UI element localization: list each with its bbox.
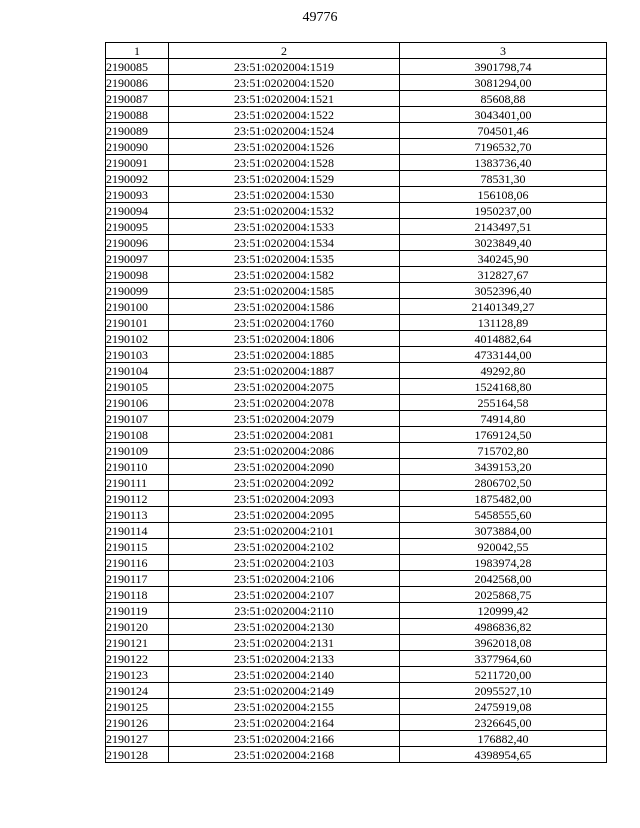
- table-row: [106, 315, 607, 331]
- table-row: [106, 603, 607, 619]
- value-cell: 340245,90: [400, 251, 607, 267]
- table-row: [106, 587, 607, 603]
- table-row: [106, 683, 607, 699]
- table-row: [106, 635, 607, 651]
- cadastral-number-cell: 23:51:0202004:2155: [169, 699, 400, 715]
- cadastral-number-cell: 23:51:0202004:1586: [169, 299, 400, 315]
- value-cell: 2042568,00: [400, 571, 607, 587]
- row-number-cell: 2190095: [106, 219, 169, 235]
- row-number-cell: 2190107: [106, 411, 169, 427]
- row-number-cell: 2190121: [106, 635, 169, 651]
- table-row: [106, 395, 607, 411]
- value-cell: 4398954,65: [400, 747, 607, 763]
- value-cell: 704501,46: [400, 123, 607, 139]
- cadastral-number-cell: 23:51:0202004:2093: [169, 491, 400, 507]
- row-number-cell: 2190125: [106, 699, 169, 715]
- row-number-cell: 2190097: [106, 251, 169, 267]
- table-row: [106, 539, 607, 555]
- value-cell: 3043401,00: [400, 107, 607, 123]
- cadastral-number-cell: 23:51:0202004:2086: [169, 443, 400, 459]
- value-cell: 176882,40: [400, 731, 607, 747]
- cadastral-number-cell: 23:51:0202004:2090: [169, 459, 400, 475]
- value-cell: 1983974,28: [400, 555, 607, 571]
- row-number-cell: 2190094: [106, 203, 169, 219]
- row-number-cell: 2190117: [106, 571, 169, 587]
- table-row: [106, 699, 607, 715]
- table-row: [106, 171, 607, 187]
- value-cell: 78531,30: [400, 171, 607, 187]
- value-cell: 3052396,40: [400, 283, 607, 299]
- cadastral-number-cell: 23:51:0202004:2102: [169, 539, 400, 555]
- cadastral-number-cell: 23:51:0202004:2079: [169, 411, 400, 427]
- table-row: [106, 123, 607, 139]
- table-row: [106, 427, 607, 443]
- row-number-cell: 2190098: [106, 267, 169, 283]
- table-row: [106, 187, 607, 203]
- value-cell: 3962018,08: [400, 635, 607, 651]
- row-number-cell: 2190087: [106, 91, 169, 107]
- cadastral-number-cell: 23:51:0202004:1524: [169, 123, 400, 139]
- cadastral-number-cell: 23:51:0202004:2131: [169, 635, 400, 651]
- table-row: [106, 139, 607, 155]
- table-row: [106, 91, 607, 107]
- cadastral-number-cell: 23:51:0202004:2106: [169, 571, 400, 587]
- cadastral-number-cell: 23:51:0202004:1529: [169, 171, 400, 187]
- value-cell: 7196532,70: [400, 139, 607, 155]
- table-row: [106, 331, 607, 347]
- table-row: [106, 555, 607, 571]
- row-number-cell: 2190114: [106, 523, 169, 539]
- table-row: [106, 523, 607, 539]
- value-cell: 1769124,50: [400, 427, 607, 443]
- value-cell: 2326645,00: [400, 715, 607, 731]
- table-row: [106, 731, 607, 747]
- row-number-cell: 2190105: [106, 379, 169, 395]
- cadastral-number-cell: 23:51:0202004:2092: [169, 475, 400, 491]
- row-number-cell: 2190111: [106, 475, 169, 491]
- cadastral-number-cell: 23:51:0202004:2164: [169, 715, 400, 731]
- table-row: [106, 651, 607, 667]
- value-cell: 85608,88: [400, 91, 607, 107]
- table-row: [106, 363, 607, 379]
- row-number-cell: 2190093: [106, 187, 169, 203]
- row-number-cell: 2190096: [106, 235, 169, 251]
- row-number-cell: 2190086: [106, 75, 169, 91]
- row-number-cell: 2190126: [106, 715, 169, 731]
- cadastral-number-cell: 23:51:0202004:1519: [169, 59, 400, 75]
- table-row: [106, 491, 607, 507]
- cadastral-number-cell: 23:51:0202004:1585: [169, 283, 400, 299]
- row-number-cell: 2190089: [106, 123, 169, 139]
- row-number-cell: 2190118: [106, 587, 169, 603]
- table-row: [106, 619, 607, 635]
- value-cell: 2806702,50: [400, 475, 607, 491]
- value-cell: 3081294,00: [400, 75, 607, 91]
- cadastral-number-cell: 23:51:0202004:2110: [169, 603, 400, 619]
- cadastral-number-cell: 23:51:0202004:2107: [169, 587, 400, 603]
- value-cell: 2095527,10: [400, 683, 607, 699]
- table-row: [106, 507, 607, 523]
- row-number-cell: 2190122: [106, 651, 169, 667]
- value-cell: 3901798,74: [400, 59, 607, 75]
- value-cell: 312827,67: [400, 267, 607, 283]
- value-cell: 4014882,64: [400, 331, 607, 347]
- cadastral-number-cell: 23:51:0202004:2130: [169, 619, 400, 635]
- cadastral-number-cell: 23:51:0202004:1532: [169, 203, 400, 219]
- cadastral-number-cell: 23:51:0202004:2166: [169, 731, 400, 747]
- row-number-cell: 2190115: [106, 539, 169, 555]
- value-cell: 21401349,27: [400, 299, 607, 315]
- table-row: [106, 443, 607, 459]
- column-header-2: 2: [169, 43, 400, 59]
- value-cell: 1875482,00: [400, 491, 607, 507]
- cadastral-number-cell: 23:51:0202004:1530: [169, 187, 400, 203]
- table-row: [106, 475, 607, 491]
- row-number-cell: 2190127: [106, 731, 169, 747]
- value-cell: 3073884,00: [400, 523, 607, 539]
- cadastral-number-cell: 23:51:0202004:2149: [169, 683, 400, 699]
- table-row: [106, 411, 607, 427]
- value-cell: 5211720,00: [400, 667, 607, 683]
- cadastral-number-cell: 23:51:0202004:1534: [169, 235, 400, 251]
- table-row: [106, 747, 607, 763]
- row-number-cell: 2190099: [106, 283, 169, 299]
- row-number-cell: 2190128: [106, 747, 169, 763]
- cadastral-number-cell: 23:51:0202004:1760: [169, 315, 400, 331]
- cadastral-number-cell: 23:51:0202004:2095: [169, 507, 400, 523]
- cadastral-number-cell: 23:51:0202004:2078: [169, 395, 400, 411]
- table-row: [106, 299, 607, 315]
- value-cell: 4733144,00: [400, 347, 607, 363]
- registry-table: [105, 42, 607, 763]
- row-number-cell: 2190085: [106, 59, 169, 75]
- table-row: [106, 715, 607, 731]
- row-number-cell: 2190110: [106, 459, 169, 475]
- cadastral-number-cell: 23:51:0202004:1887: [169, 363, 400, 379]
- cadastral-number-cell: 23:51:0202004:1806: [169, 331, 400, 347]
- table-header-row: [106, 43, 607, 59]
- value-cell: 5458555,60: [400, 507, 607, 523]
- value-cell: 3023849,40: [400, 235, 607, 251]
- table-row: [106, 235, 607, 251]
- row-number-cell: 2190090: [106, 139, 169, 155]
- row-number-cell: 2190124: [106, 683, 169, 699]
- value-cell: 120999,42: [400, 603, 607, 619]
- value-cell: 2143497,51: [400, 219, 607, 235]
- row-number-cell: 2190123: [106, 667, 169, 683]
- row-number-cell: 2190112: [106, 491, 169, 507]
- row-number-cell: 2190108: [106, 427, 169, 443]
- row-number-cell: 2190092: [106, 171, 169, 187]
- cadastral-number-cell: 23:51:0202004:2168: [169, 747, 400, 763]
- table-row: [106, 379, 607, 395]
- table-row: [106, 571, 607, 587]
- row-number-cell: 2190102: [106, 331, 169, 347]
- column-header-3: 3: [400, 43, 607, 59]
- table-row: [106, 283, 607, 299]
- value-cell: 1383736,40: [400, 155, 607, 171]
- cadastral-number-cell: 23:51:0202004:1533: [169, 219, 400, 235]
- table-row: [106, 75, 607, 91]
- table-row: [106, 155, 607, 171]
- value-cell: 2025868,75: [400, 587, 607, 603]
- row-number-cell: 2190104: [106, 363, 169, 379]
- table-row: [106, 251, 607, 267]
- row-number-cell: 2190106: [106, 395, 169, 411]
- value-cell: 920042,55: [400, 539, 607, 555]
- cadastral-number-cell: 23:51:0202004:1521: [169, 91, 400, 107]
- cadastral-number-cell: 23:51:0202004:1582: [169, 267, 400, 283]
- cadastral-number-cell: 23:51:0202004:1520: [169, 75, 400, 91]
- cadastral-number-cell: 23:51:0202004:1528: [169, 155, 400, 171]
- cadastral-number-cell: 23:51:0202004:2081: [169, 427, 400, 443]
- value-cell: 49292,80: [400, 363, 607, 379]
- table-body: [106, 59, 607, 763]
- cadastral-number-cell: 23:51:0202004:2103: [169, 555, 400, 571]
- row-number-cell: 2190113: [106, 507, 169, 523]
- value-cell: 2475919,08: [400, 699, 607, 715]
- value-cell: 3377964,60: [400, 651, 607, 667]
- row-number-cell: 2190120: [106, 619, 169, 635]
- cadastral-number-cell: 23:51:0202004:2075: [169, 379, 400, 395]
- cadastral-number-cell: 23:51:0202004:1526: [169, 139, 400, 155]
- cadastral-number-cell: 23:51:0202004:1535: [169, 251, 400, 267]
- column-header-1: 1: [106, 43, 169, 59]
- cadastral-number-cell: 23:51:0202004:1522: [169, 107, 400, 123]
- value-cell: 255164,58: [400, 395, 607, 411]
- value-cell: 131128,89: [400, 315, 607, 331]
- row-number-cell: 2190119: [106, 603, 169, 619]
- cadastral-number-cell: 23:51:0202004:2133: [169, 651, 400, 667]
- page-number: 49776: [302, 10, 338, 25]
- value-cell: 74914,80: [400, 411, 607, 427]
- table-row: [106, 459, 607, 475]
- row-number-cell: 2190116: [106, 555, 169, 571]
- table-row: [106, 347, 607, 363]
- value-cell: 1950237,00: [400, 203, 607, 219]
- row-number-cell: 2190088: [106, 107, 169, 123]
- value-cell: 715702,80: [400, 443, 607, 459]
- row-number-cell: 2190103: [106, 347, 169, 363]
- value-cell: 156108,06: [400, 187, 607, 203]
- cadastral-number-cell: 23:51:0202004:2140: [169, 667, 400, 683]
- cadastral-number-cell: 23:51:0202004:2101: [169, 523, 400, 539]
- table-row: [106, 203, 607, 219]
- cadastral-number-cell: 23:51:0202004:1885: [169, 347, 400, 363]
- value-cell: 1524168,80: [400, 379, 607, 395]
- table-row: [106, 267, 607, 283]
- table-row: [106, 59, 607, 75]
- value-cell: 3439153,20: [400, 459, 607, 475]
- table-row: [106, 107, 607, 123]
- row-number-cell: 2190100: [106, 299, 169, 315]
- row-number-cell: 2190101: [106, 315, 169, 331]
- table-row: [106, 219, 607, 235]
- table-row: [106, 667, 607, 683]
- row-number-cell: 2190091: [106, 155, 169, 171]
- value-cell: 4986836,82: [400, 619, 607, 635]
- row-number-cell: 2190109: [106, 443, 169, 459]
